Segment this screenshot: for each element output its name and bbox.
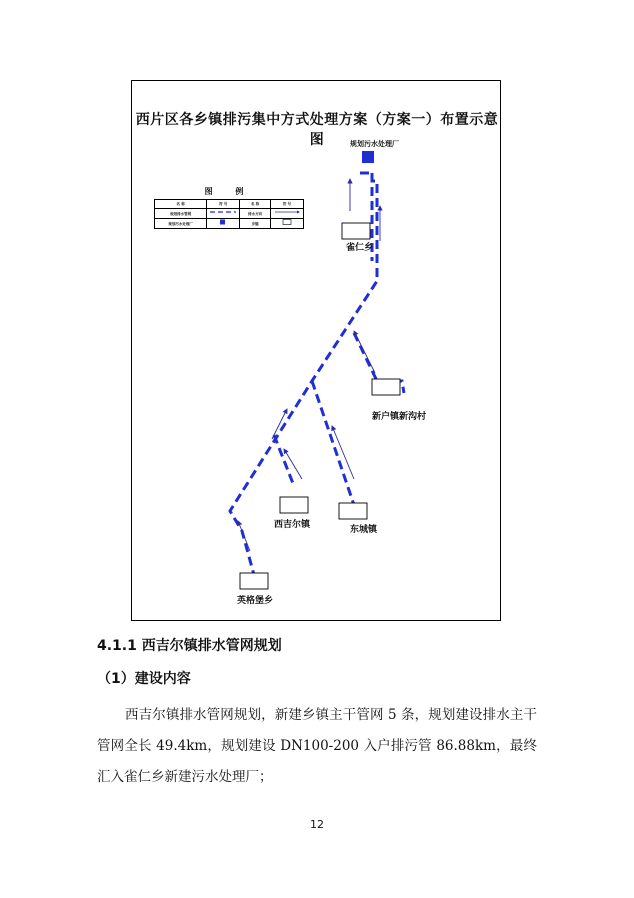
- legend-title: 图 例: [204, 187, 254, 196]
- legend-header-cell: 名 称: [155, 200, 207, 209]
- figure-title: 西片区各乡镇排污集中方式处理方案（方案一）布置示意图: [135, 112, 499, 148]
- legend-header-cell: 符 号: [207, 200, 240, 209]
- legend-name-cell: 排水方向: [240, 209, 271, 219]
- legend-name-cell: 规划污水处理厂: [155, 219, 207, 229]
- quren-label: 雀仁乡: [346, 243, 374, 253]
- flow-arrow: [238, 521, 250, 551]
- town-box-quren: [342, 223, 370, 239]
- page-number: 12: [310, 818, 324, 831]
- town-box-xijier: [280, 497, 308, 513]
- dongcheng-label: 东城镇: [350, 525, 378, 535]
- pipe-network-map: [132, 81, 502, 622]
- legend-name-cell: 规划排水管网: [155, 209, 207, 219]
- pipe-dongcheng-branch: [312, 381, 354, 505]
- xijier-label: 西吉尔镇: [274, 520, 311, 530]
- plant-label: 规划污水处理厂: [350, 140, 399, 148]
- town-box-dongcheng: [339, 503, 367, 519]
- wastewater-plant-marker: [362, 151, 374, 163]
- legend-name-cell: 乡镇: [240, 219, 271, 229]
- section-heading: 4.1.1 西吉尔镇排水管网规划: [97, 638, 282, 654]
- section-subheading: （1）建设内容: [97, 671, 191, 687]
- legend-header-cell: 名 称: [240, 200, 271, 209]
- xinhu-label: 新户镇新沟村: [372, 412, 427, 422]
- town-box-xinhu: [372, 379, 400, 395]
- legend-header-cell: 符 号: [271, 200, 304, 209]
- figure-frame: [131, 80, 501, 621]
- town-box-yingge: [240, 573, 268, 589]
- yingge-label: 英格堡乡: [237, 596, 274, 606]
- body-paragraph: 西吉尔镇排水管网规划，新建乡镇主干管网 5 条，规划建设排水主干管网全长 49.4km，规划建设 DN100-200 入户排污管 86.88km，最终汇入雀仁乡新建污水处理厂；: [97, 707, 537, 785]
- flow-arrow: [354, 331, 375, 373]
